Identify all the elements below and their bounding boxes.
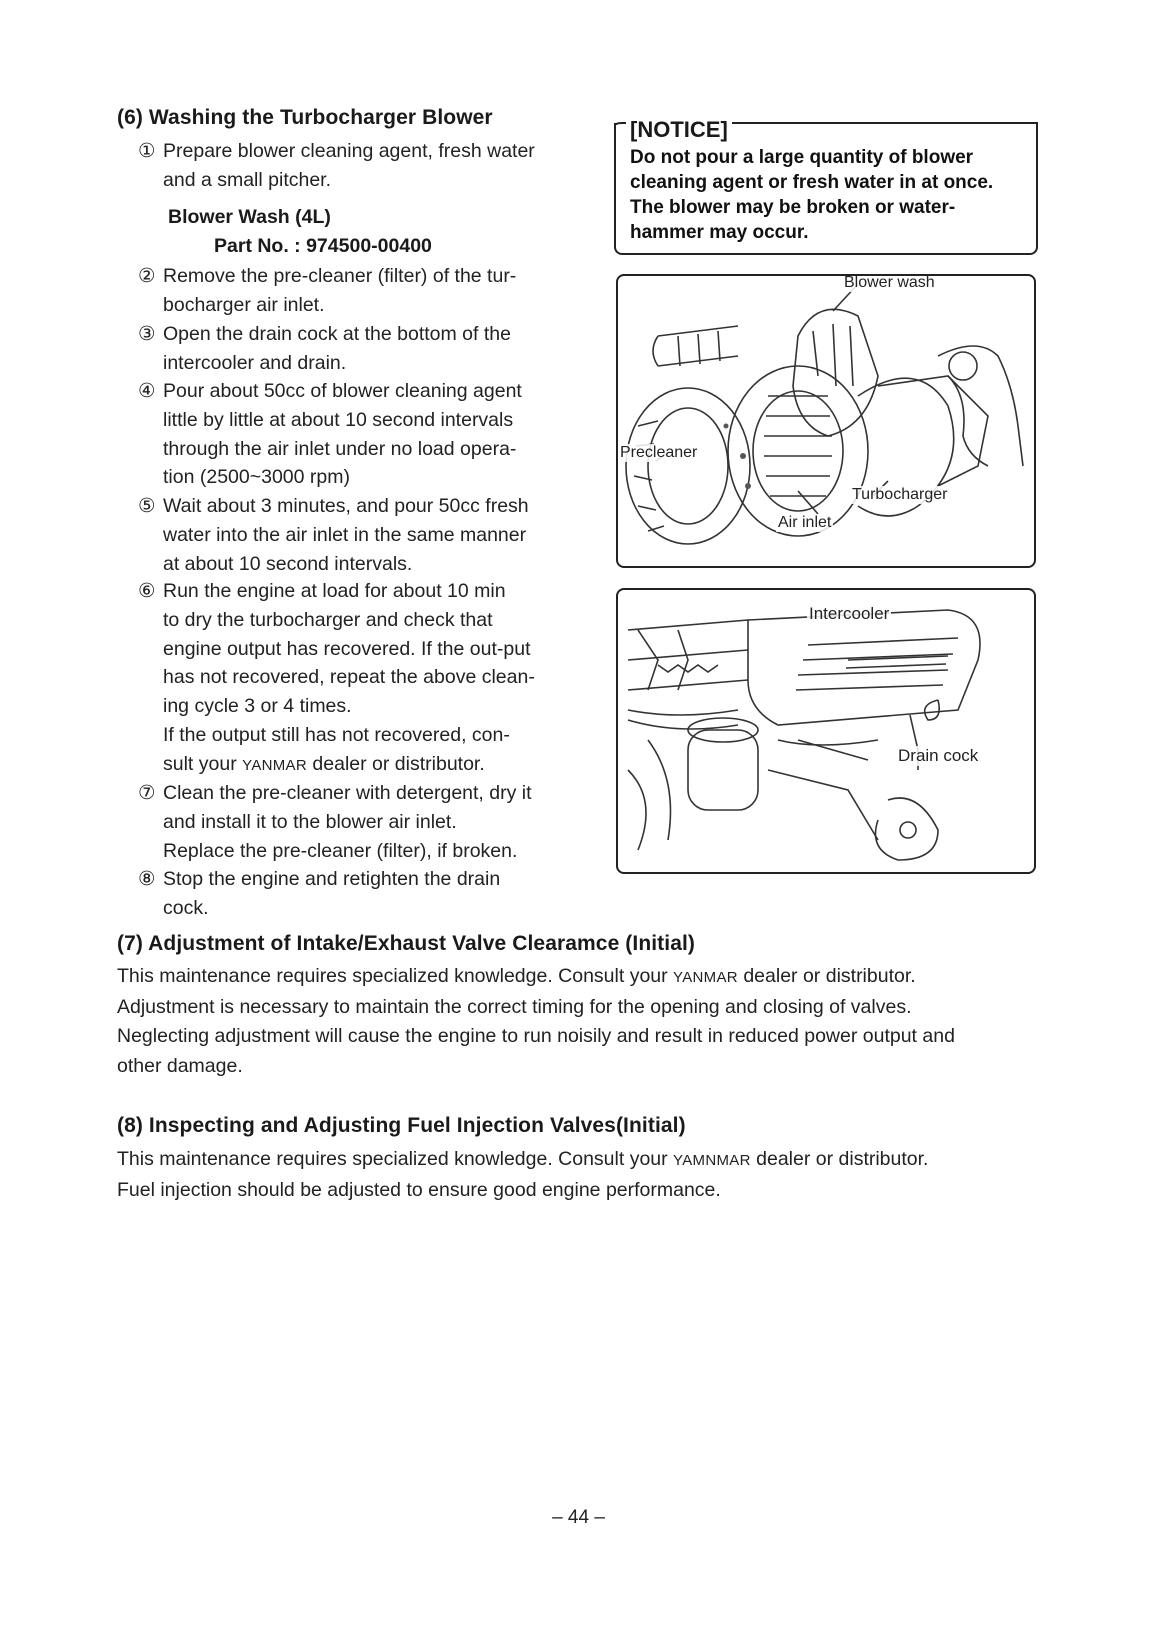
step-line: intercooler and drain.	[163, 351, 347, 374]
step-6	[138, 577, 588, 781]
step-line: Prepare blower cleaning agent, fresh water	[163, 140, 535, 162]
step-number: ①	[138, 140, 156, 162]
figure-label-turbocharger: Turbocharger	[852, 486, 948, 503]
step-line: has not recovered, repeat the above clean-	[163, 666, 535, 689]
step-line: If the output still has not recovered, con-	[163, 723, 510, 746]
step-line: Pour about 50cc of blower cleaning agent	[163, 380, 522, 402]
step-line	[163, 750, 588, 781]
step-line: Open the drain cock at the bottom of the	[163, 323, 511, 345]
figure-label-air-inlet: Air inlet	[778, 514, 832, 531]
step-line: Wait about 3 minutes, and pour 50cc fresh	[163, 495, 529, 517]
step-line: water into the air inlet in the same manner	[163, 523, 527, 546]
paragraph-line: Adjustment is necessary to maintain the correct timing for the opening and closing of valves.	[117, 995, 912, 1018]
step-line: engine output has recovered. If the out-put	[163, 637, 531, 660]
step-line: ing cycle 3 or 4 times.	[163, 695, 352, 718]
turbocharger-figure	[616, 274, 1036, 568]
step-line: little by little at about 10 second intervals	[163, 408, 514, 431]
step-line: Clean the pre-cleaner with detergent, dry it	[163, 782, 532, 804]
step-number: ③	[138, 323, 156, 345]
notice-line: Do not pour a large quantity of blower	[630, 147, 974, 168]
step-line: bocharger air inlet.	[163, 293, 325, 316]
step-line: Run the engine at load for about 10 min	[163, 580, 506, 602]
step-line: through the air inlet under no load opera-	[163, 437, 517, 460]
text: dealer or distributor.	[737, 965, 916, 987]
step-line: to dry the turbocharger and check that	[163, 608, 493, 631]
step-line: Replace the pre-cleaner (filter), if broken.	[163, 839, 518, 862]
step-number: ⑦	[138, 782, 156, 804]
section-6-title: (6) Washing the Turbocharger Blower	[117, 106, 493, 129]
step-number: ④	[138, 380, 156, 402]
section-7-body	[117, 962, 1077, 1081]
step-number: ⑥	[138, 580, 156, 602]
intercooler-illustration	[618, 590, 1034, 872]
page-number: – 44 –	[552, 1507, 605, 1528]
step-line: and install it to the blower air inlet.	[163, 810, 457, 833]
figure-label-precleaner: Precleaner	[620, 444, 698, 461]
notice-line: The blower may be broken or water-	[630, 197, 956, 218]
part-number: Part No. : 974500-00400	[214, 235, 432, 257]
notice-line: cleaning agent or fresh water in at once.	[630, 172, 994, 193]
step-line: and a small pitcher.	[163, 168, 332, 191]
step-line: tion (2500~3000 rpm)	[163, 466, 350, 489]
notice-text	[630, 145, 1028, 245]
step-3	[138, 320, 588, 378]
step-number: ⑧	[138, 868, 156, 890]
blower-wash-label: Blower Wash (4L)	[168, 206, 331, 228]
figure-label-intercooler: Intercooler	[809, 604, 890, 623]
step-line: Remove the pre-cleaner (filter) of the tur-	[163, 265, 517, 287]
section-7-title: (7) Adjustment of Intake/Exhaust Valve Clearamce (Initial)	[117, 932, 696, 955]
text: dealer or distributor.	[307, 752, 485, 775]
text: sult your	[163, 752, 243, 775]
text: This maintenance requires specialized knowledge. Consult your	[117, 1148, 674, 1170]
paragraph-line: other damage.	[117, 1054, 243, 1077]
notice-line: hammer may occur.	[630, 222, 809, 243]
step-line: Stop the engine and retighten the drain	[163, 868, 501, 890]
notice-title: [NOTICE]	[626, 119, 732, 141]
paragraph-line: Fuel injection should be adjusted to ensure good engine performance.	[117, 1178, 721, 1201]
step-1	[138, 137, 588, 195]
intercooler-figure	[616, 588, 1036, 874]
text: This maintenance requires specialized knowledge. Consult your	[117, 965, 674, 987]
step-5	[138, 492, 588, 578]
section-8-body	[117, 1145, 1077, 1205]
brand-name: YANMAR	[242, 756, 307, 774]
notice-box	[614, 117, 1038, 255]
paragraph-line	[117, 1145, 1077, 1176]
figure-label-blower-wash: Blower wash	[844, 274, 935, 291]
step-7	[138, 779, 588, 865]
step-line: cock.	[163, 896, 209, 919]
step-number: ⑤	[138, 495, 156, 517]
step-8	[138, 865, 588, 923]
step-number: ②	[138, 265, 156, 287]
brand-name: YANMAR	[673, 969, 738, 986]
paragraph-line: Neglecting adjustment will cause the engine to run noisily and result in reduced power output and	[117, 1025, 955, 1047]
step-line: at about 10 second intervals.	[163, 552, 413, 575]
step-4	[138, 377, 588, 492]
step-2	[138, 262, 588, 320]
paragraph-line	[117, 962, 1077, 993]
text: dealer or distributor.	[750, 1148, 929, 1170]
figure-label-drain-cock: Drain cock	[898, 746, 979, 765]
section-8-title: (8) Inspecting and Adjusting Fuel Injection Valves(Initial)	[117, 1114, 686, 1137]
brand-name: YAMNMAR	[673, 1152, 751, 1169]
